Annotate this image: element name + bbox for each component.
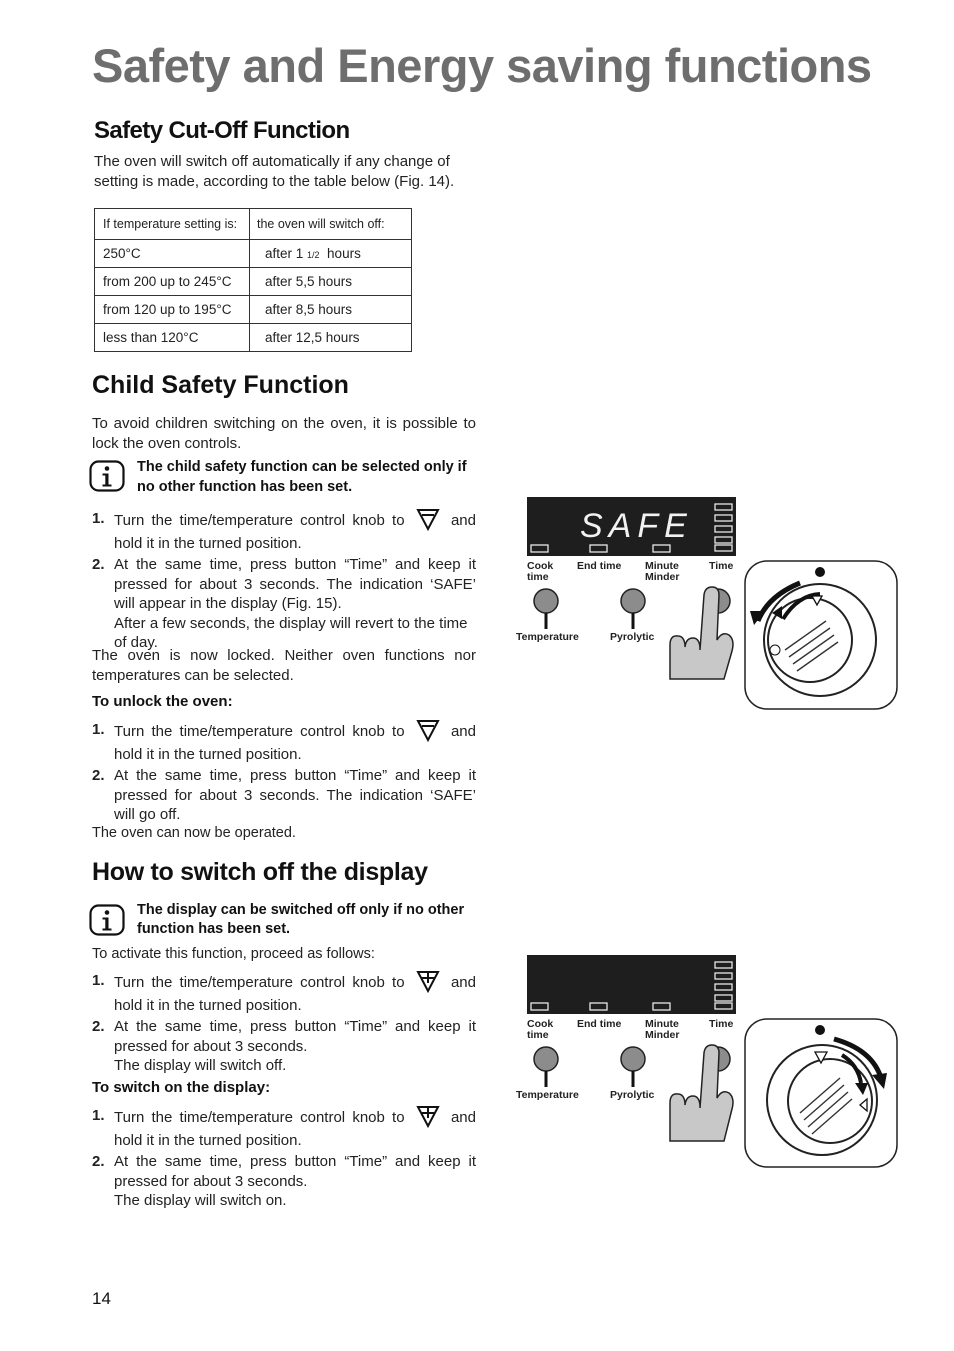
step-text: and hold it in the turned position. (114, 1109, 476, 1149)
step-number: 2. (92, 1153, 105, 1170)
label-pyrolytic: Pyrolytic (610, 1089, 655, 1101)
page-title: Safety and Energy saving functions (92, 39, 872, 92)
label-temperature: Temperature (516, 631, 579, 643)
step-number: 1. (92, 1107, 105, 1124)
step-text: The display will switch off. (114, 1057, 287, 1074)
info-icon (89, 904, 125, 936)
label-cook-time: Cook (527, 1018, 554, 1030)
display-heading: How to switch off the display (92, 858, 428, 886)
step-number: 2. (92, 1018, 105, 1035)
minus-knob-icon (416, 507, 440, 531)
step-number: 1. (92, 510, 105, 527)
child-heading: Child Safety Function (92, 371, 349, 399)
table-cell-off: after 8,5 hours (250, 296, 412, 324)
cutoff-heading: Safety Cut-Off Function (94, 117, 350, 144)
table-cell-temp: less than 120°C (95, 324, 250, 352)
child-intro: To avoid children switching on the oven, it is possible to lock the oven controls. (92, 415, 476, 452)
table-row (95, 268, 412, 296)
step-text: and hold it in the turned position. (114, 512, 476, 552)
plus-symbol-icon (770, 645, 780, 655)
step-text: At the same time, press button “Time” and keep it pressed for about 3 seconds. The indication ‘SAFE’ will go off. (114, 767, 476, 823)
table-cell-temp: 250°C (95, 240, 250, 268)
label-minute-minder: Minute (645, 560, 679, 572)
table-cell-off: after 5,5 hours (250, 268, 412, 296)
table-cell-off (250, 240, 412, 268)
pyrolytic-button[interactable] (621, 1047, 645, 1071)
temperature-button[interactable] (534, 1047, 558, 1071)
temperature-button[interactable] (534, 589, 558, 613)
plus-knob-icon (416, 1104, 440, 1128)
label-cook-time: Cook (527, 560, 554, 572)
table-header-row (95, 209, 412, 240)
list-item (92, 555, 476, 653)
child-steps (92, 507, 476, 653)
label-cook-time-2: time (527, 571, 549, 583)
label-end-time: End time (577, 560, 622, 572)
off-text-post: hours (319, 246, 361, 261)
table-cell-temp: from 120 up to 195°C (95, 296, 250, 324)
position-dot (815, 567, 825, 577)
label-end-time: End time (577, 1018, 622, 1030)
safe-display-figure (510, 495, 902, 715)
list-item (92, 766, 476, 825)
list-item (92, 1152, 476, 1211)
label-temperature: Temperature (516, 1089, 579, 1101)
step-text: After a few seconds, the display will revert to the time of day. (114, 614, 468, 651)
table-cell-off: after 12,5 hours (250, 324, 412, 352)
display-note: The display can be switched off only if no other function has been set. (137, 902, 465, 937)
pyrolytic-button[interactable] (621, 589, 645, 613)
display-panel (527, 955, 736, 1014)
child-note: The child safety function can be selected only if no other function has been set. (137, 459, 467, 495)
step-text: Turn the time/temperature control knob to (114, 512, 405, 529)
activate-intro: To activate this function, proceed as follows: (92, 946, 375, 962)
position-dot (815, 1025, 825, 1035)
table-header-cell: the oven will switch off: (250, 209, 412, 240)
switch-on-steps (92, 1104, 476, 1211)
plus-knob-icon (416, 969, 440, 993)
page-number: 14 (92, 1289, 111, 1308)
after-unlock-text: The oven can now be operated. (92, 825, 296, 841)
step-text: and hold it in the turned position. (114, 723, 476, 763)
off-text: after 1 (265, 246, 308, 261)
label-minute-minder-2: Minder (645, 571, 680, 583)
list-item (92, 1017, 476, 1076)
label-time: Time (709, 560, 734, 572)
step-number: 2. (92, 767, 105, 784)
label-minute-minder-2: Minder (645, 1029, 680, 1041)
display-off-figure (510, 953, 902, 1173)
switch-on-heading: To switch on the display: (92, 1079, 271, 1096)
step-text: Turn the time/temperature control knob to (114, 1109, 405, 1126)
list-item (92, 1104, 476, 1152)
info-icon (89, 460, 125, 492)
list-item (92, 969, 476, 1017)
step-text: Turn the time/temperature control knob to (114, 723, 405, 740)
cutoff-table (94, 208, 412, 352)
minus-knob-icon (416, 718, 440, 742)
cutoff-intro: The oven will switch off automatically if any change of setting is made, according to the table below (Fig. 14). (94, 153, 455, 190)
step-text: The display will switch on. (114, 1192, 287, 1209)
step-text: At the same time, press button “Time” and keep it pressed for about 3 seconds. (114, 1153, 476, 1190)
fraction: 1/2 (307, 250, 320, 260)
unlock-steps (92, 718, 476, 825)
list-item (92, 718, 476, 766)
label-time: Time (709, 1018, 734, 1030)
table-row (95, 240, 412, 268)
label-minute-minder: Minute (645, 1018, 679, 1030)
list-item (92, 507, 476, 555)
step-text: At the same time, press button “Time” and keep it pressed for about 3 seconds. (114, 1018, 476, 1055)
table-header-cell: If temperature setting is: (95, 209, 250, 240)
step-number: 1. (92, 972, 105, 989)
display-text: SAFE (580, 507, 693, 545)
step-text: At the same time, press button “Time” and keep it pressed for about 3 seconds. The indication ‘SAFE’ will appear in the display (Fig. 15). (114, 556, 476, 612)
step-number: 2. (92, 556, 105, 573)
table-row (95, 296, 412, 324)
step-text: Turn the time/temperature control knob to (114, 974, 405, 991)
step-text: and hold it in the turned position. (114, 974, 476, 1014)
display-off-steps (92, 969, 476, 1076)
step-number: 1. (92, 721, 105, 738)
label-cook-time-2: time (527, 1029, 549, 1041)
locked-text: The oven is now locked. Neither oven functions nor temperatures can be selected. (92, 647, 476, 684)
label-pyrolytic: Pyrolytic (610, 631, 655, 643)
table-row (95, 324, 412, 352)
unlock-heading: To unlock the oven: (92, 693, 233, 710)
table-cell-temp: from 200 up to 245°C (95, 268, 250, 296)
